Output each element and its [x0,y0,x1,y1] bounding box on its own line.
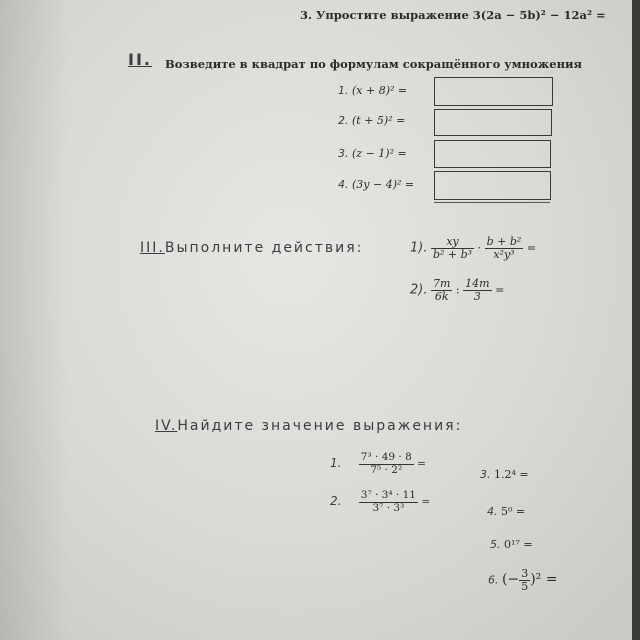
item-number: 1. [338,84,349,97]
fraction-2 [463,278,491,303]
section-2-item-4 [338,178,414,191]
answer-box-4[interactable] [434,171,551,200]
fraction-numerator: 3⁷ · 3⁴ · 11 [360,489,416,501]
fraction-denominator: 5 [521,580,529,594]
section-3-heading [140,240,363,256]
section-4-item-1 [330,452,426,476]
item-number: 1). [410,240,428,256]
section-4-item-6 [488,568,557,593]
section-2-numeral [128,50,152,69]
item-number: 4. [338,178,349,191]
item-expression: (3y − 4)² = [352,178,415,191]
paper-shadow [0,0,70,640]
item-expression: (x + 8)² = [352,84,408,97]
fraction-numerator: 14m [465,277,490,290]
item-expression: (z − 1)² = [352,147,407,160]
item-number: 5. [490,538,501,551]
section-2-item-1 [338,84,407,97]
fraction-numerator: xy [431,236,474,249]
fraction-1 [431,278,452,303]
fraction-denominator: 3 [473,290,481,304]
item-expression: 0¹⁷ = [504,538,533,551]
equals-sign: = [417,458,426,471]
section-4-item-3 [480,468,529,481]
section-4-item-2 [330,490,430,514]
answer-box-bottom-line [434,202,550,203]
section-3-item-1 [410,236,536,261]
section-3-item-2 [410,278,504,303]
fraction-1 [431,236,474,261]
section-2-item-2 [338,114,405,127]
right-paren: )² = [530,571,558,588]
fraction-denominator: 3⁷ · 3³ [372,501,405,514]
item-number: 2. [330,494,342,509]
answer-box-2[interactable] [434,109,552,136]
item-number: 4. [487,505,498,518]
item-number: 6. [488,573,499,587]
equals-sign: = [495,283,505,297]
fraction-denominator: 6k [434,290,449,304]
answer-box-1[interactable] [434,77,553,106]
fraction-denominator: b² + b³ [432,248,473,262]
fraction-numerator: 7m [432,277,451,290]
fraction-denominator: 7⁵ · 2² [370,463,403,476]
section-2-item-3 [338,147,407,160]
item-number: 3. [338,147,349,160]
equals-sign: = [421,496,431,509]
answer-box-3[interactable] [434,140,551,168]
fraction-denominator: x²y³ [493,248,515,262]
section-4-title: Найдите значение выражения: [177,418,463,434]
fraction-numerator: b + b² [486,235,522,248]
operator: · [477,241,482,255]
fraction-numerator: 7³ · 49 · 8 [360,451,412,463]
section-4-item-5 [490,538,533,551]
operator: : [455,283,460,297]
fraction [359,452,414,476]
section-4-numeral: IV. [155,418,178,434]
section-2-numeral-text: II. [128,50,152,69]
background-edge [632,0,640,640]
fraction [519,568,530,593]
item-expression: (t + 5)² = [352,114,406,127]
item-number: 3. [480,468,491,481]
item-number: 1. [330,456,342,471]
section-4-heading [155,418,462,434]
task-3-label: 3. Упростите выражение 3(2a − 5b)² − 12a² = [300,8,606,22]
item-expression: 1.2⁴ = [494,468,529,481]
fraction [359,490,418,514]
item-expression: 5⁰ = [501,505,526,518]
fraction-2 [485,236,524,261]
section-3-numeral: III. [140,240,165,256]
equals-sign: = [526,241,537,255]
left-paren: (− [502,571,520,588]
item-number: 2. [338,114,349,127]
section-3-title: Выполните действия: [164,240,364,256]
section-2-title: Возведите в квадрат по формулам сокращённого умножения [165,57,583,71]
fraction-numerator: 3 [521,567,529,580]
item-number: 2). [410,282,428,298]
section-4-item-4 [487,505,525,518]
